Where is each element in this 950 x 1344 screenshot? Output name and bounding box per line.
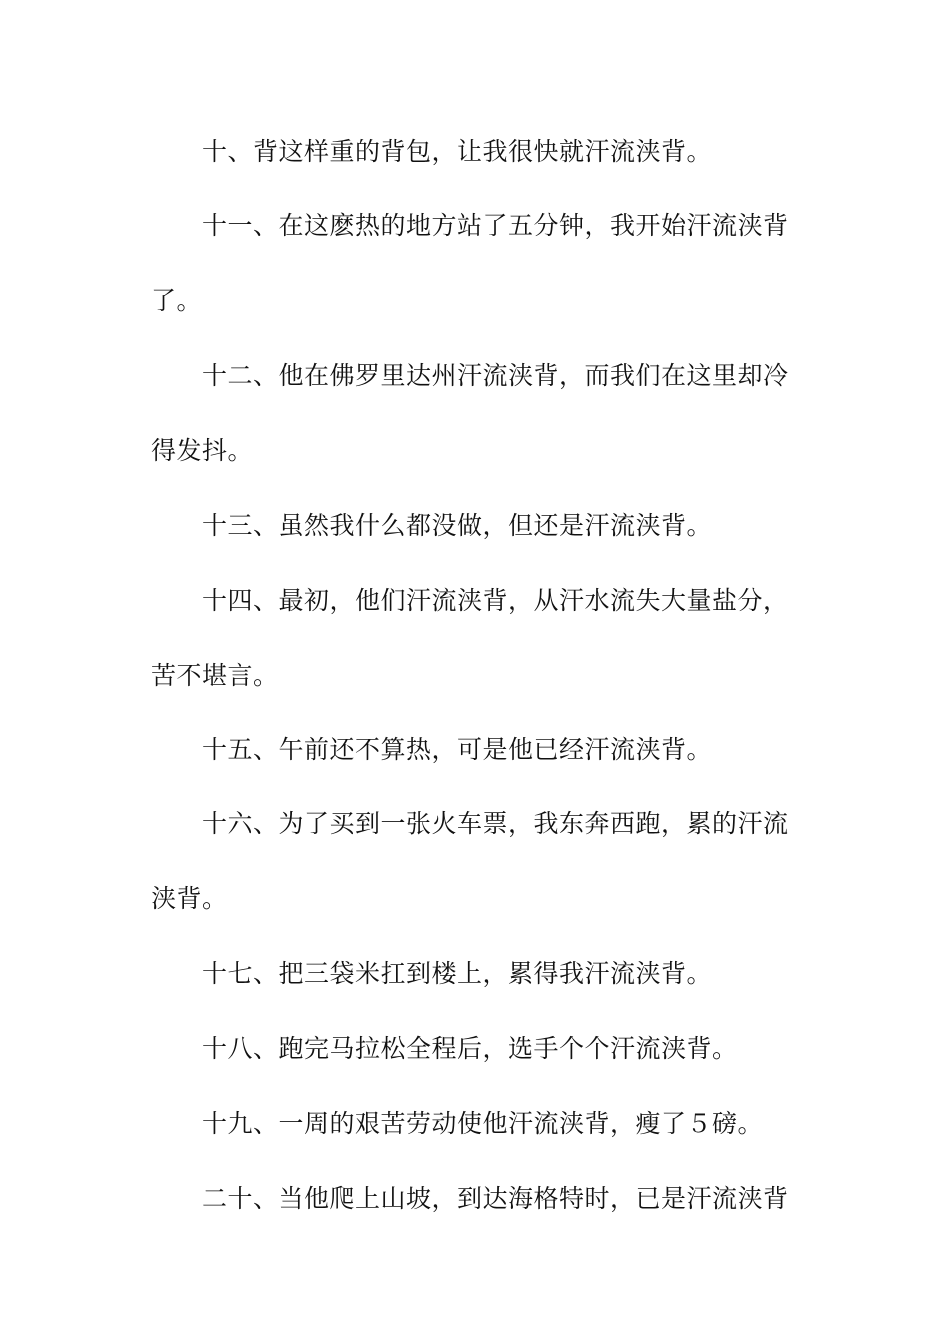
sentence-11: 十一、在这麽热的地方站了五分钟，我开始汗流浃背 xyxy=(202,211,789,240)
sentence-12-continued: 得发抖。 xyxy=(151,436,254,465)
sentence-18: 十八、跑完马拉松全程后，选手个个汗流浃背。 xyxy=(202,1034,738,1063)
sentence-19: 十九、一周的艰苦劳动使他汗流浃背，瘦了５磅。 xyxy=(202,1109,764,1138)
sentence-20: 二十、当他爬上山坡，到达海格特时，已是汗流浃背 xyxy=(202,1184,789,1213)
sentence-17: 十七、把三袋米扛到楼上，累得我汗流浃背。 xyxy=(202,959,713,988)
sentence-14-continued: 苦不堪言。 xyxy=(151,661,279,690)
sentence-16-continued: 浃背。 xyxy=(151,884,228,913)
sentence-16: 十六、为了买到一张火车票，我东奔西跑，累的汗流 xyxy=(202,809,789,838)
sentence-11-continued: 了。 xyxy=(151,286,203,315)
sentence-15: 十五、午前还不算热，可是他已经汗流浃背。 xyxy=(202,735,713,764)
sentence-10: 十、背这样重的背包，让我很快就汗流浃背。 xyxy=(202,137,713,166)
sentence-14: 十四、最初，他们汗流浃背，从汗水流失大量盐分， xyxy=(202,586,789,615)
sentence-13: 十三、虽然我什么都没做，但还是汗流浃背。 xyxy=(202,511,713,540)
sentence-12: 十二、他在佛罗里达州汗流浃背，而我们在这里却冷 xyxy=(202,361,789,390)
